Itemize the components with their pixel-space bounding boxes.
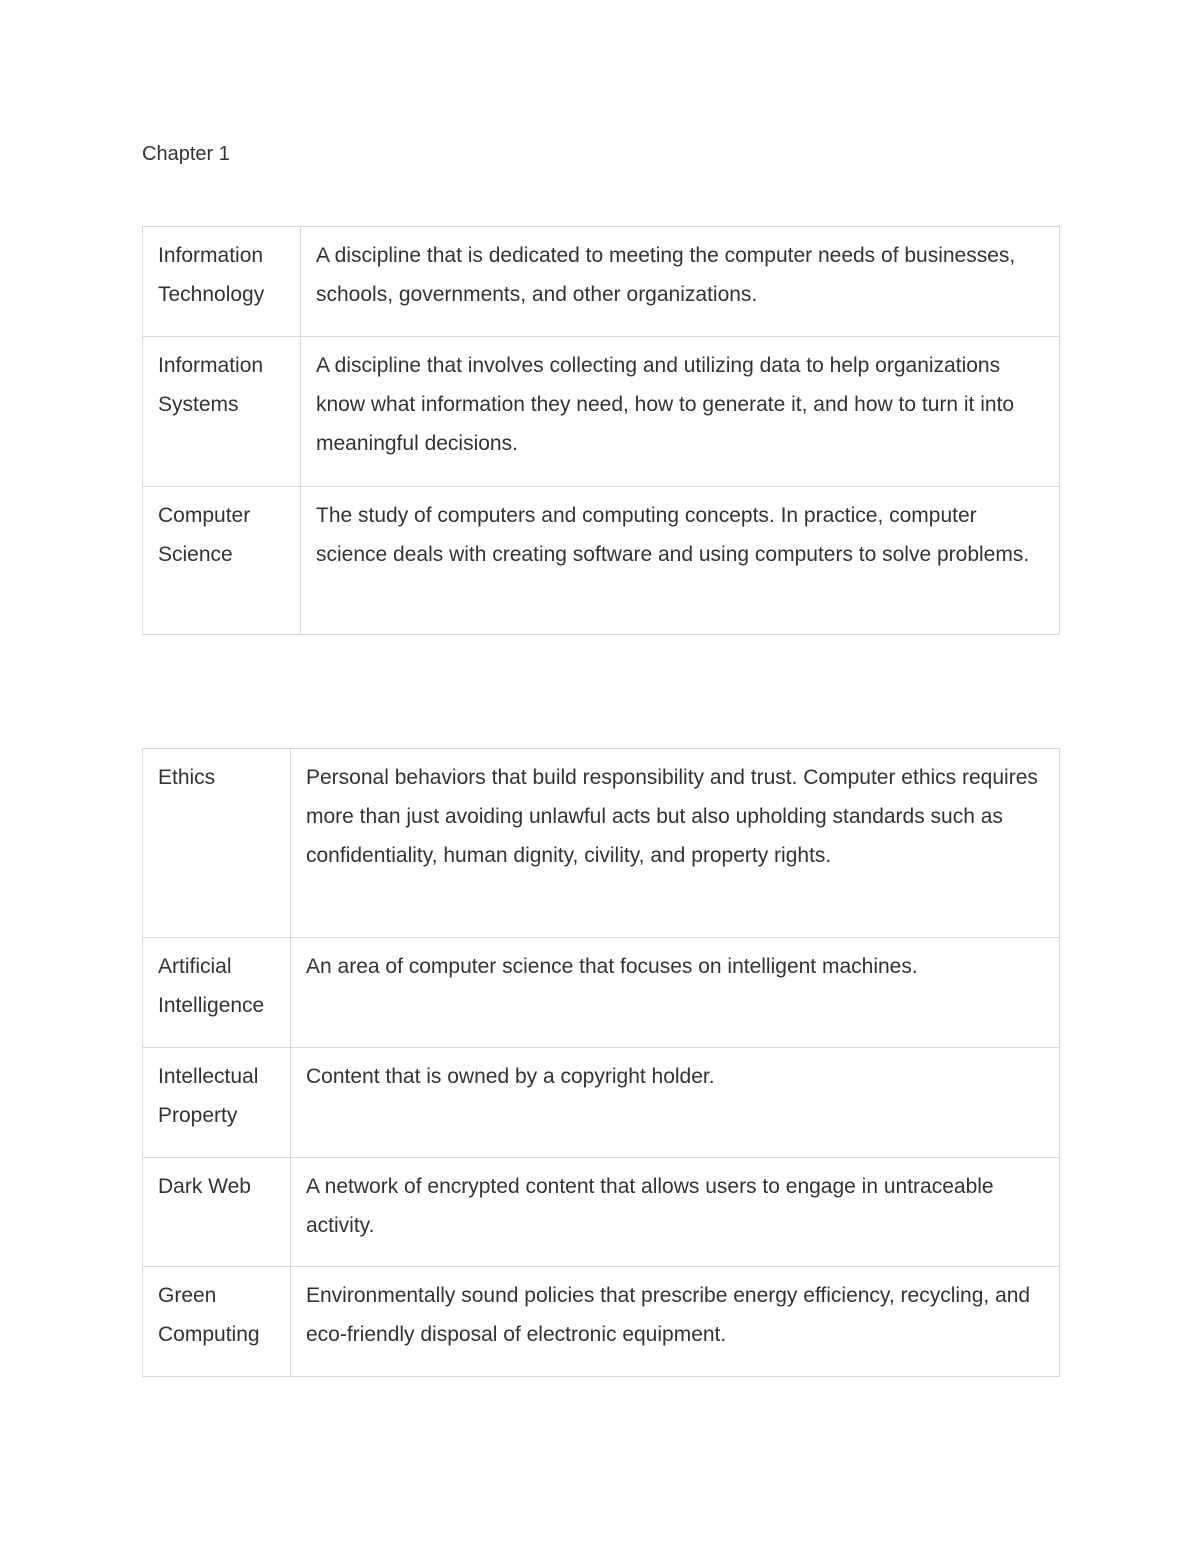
table-row: [143, 1158, 1060, 1267]
definition-cell: A network of encrypted content that allows users to engage in untraceable activity.: [291, 1158, 1060, 1267]
definition-cell: Content that is owned by a copyright holder.: [291, 1048, 1060, 1158]
table-row: [143, 337, 1060, 487]
definition-cell: Personal behaviors that build responsibility and trust. Computer ethics requires more than just avoiding unlawful acts but also upholding standards such as confidentiality, human dignity, civility, and property rights.: [291, 749, 1060, 938]
term-cell: Information Systems: [143, 337, 301, 487]
table-row: [143, 1267, 1060, 1377]
definition-cell: A discipline that involves collecting and utilizing data to help organizations know what information they need, how to generate it, and how to turn it into meaningful decisions.: [301, 337, 1060, 487]
term-cell: Green Computing: [143, 1267, 291, 1377]
definition-cell: Environmentally sound policies that prescribe energy efficiency, recycling, and eco-friendly disposal of electronic equipment.: [291, 1267, 1060, 1377]
table-row: [143, 227, 1060, 337]
glossary-table: [142, 226, 1060, 635]
table-row: [143, 749, 1060, 938]
table-row: [143, 1048, 1060, 1158]
term-cell: Intellectual Property: [143, 1048, 291, 1158]
glossary-table: [142, 748, 1060, 1377]
term-cell: Dark Web: [143, 1158, 291, 1267]
table-row: [143, 487, 1060, 635]
definition-cell: An area of computer science that focuses on intelligent machines.: [291, 938, 1060, 1048]
definition-cell: A discipline that is dedicated to meeting the computer needs of businesses, schools, governments, and other organizations.: [301, 227, 1060, 337]
term-cell: Ethics: [143, 749, 291, 938]
page-title: Chapter 1: [142, 143, 230, 165]
definition-cell: The study of computers and computing concepts. In practice, computer science deals with creating software and using computers to solve problems.: [301, 487, 1060, 635]
term-cell: Computer Science: [143, 487, 301, 635]
term-cell: Artificial Intelligence: [143, 938, 291, 1048]
term-cell: Information Technology: [143, 227, 301, 337]
table-row: [143, 938, 1060, 1048]
